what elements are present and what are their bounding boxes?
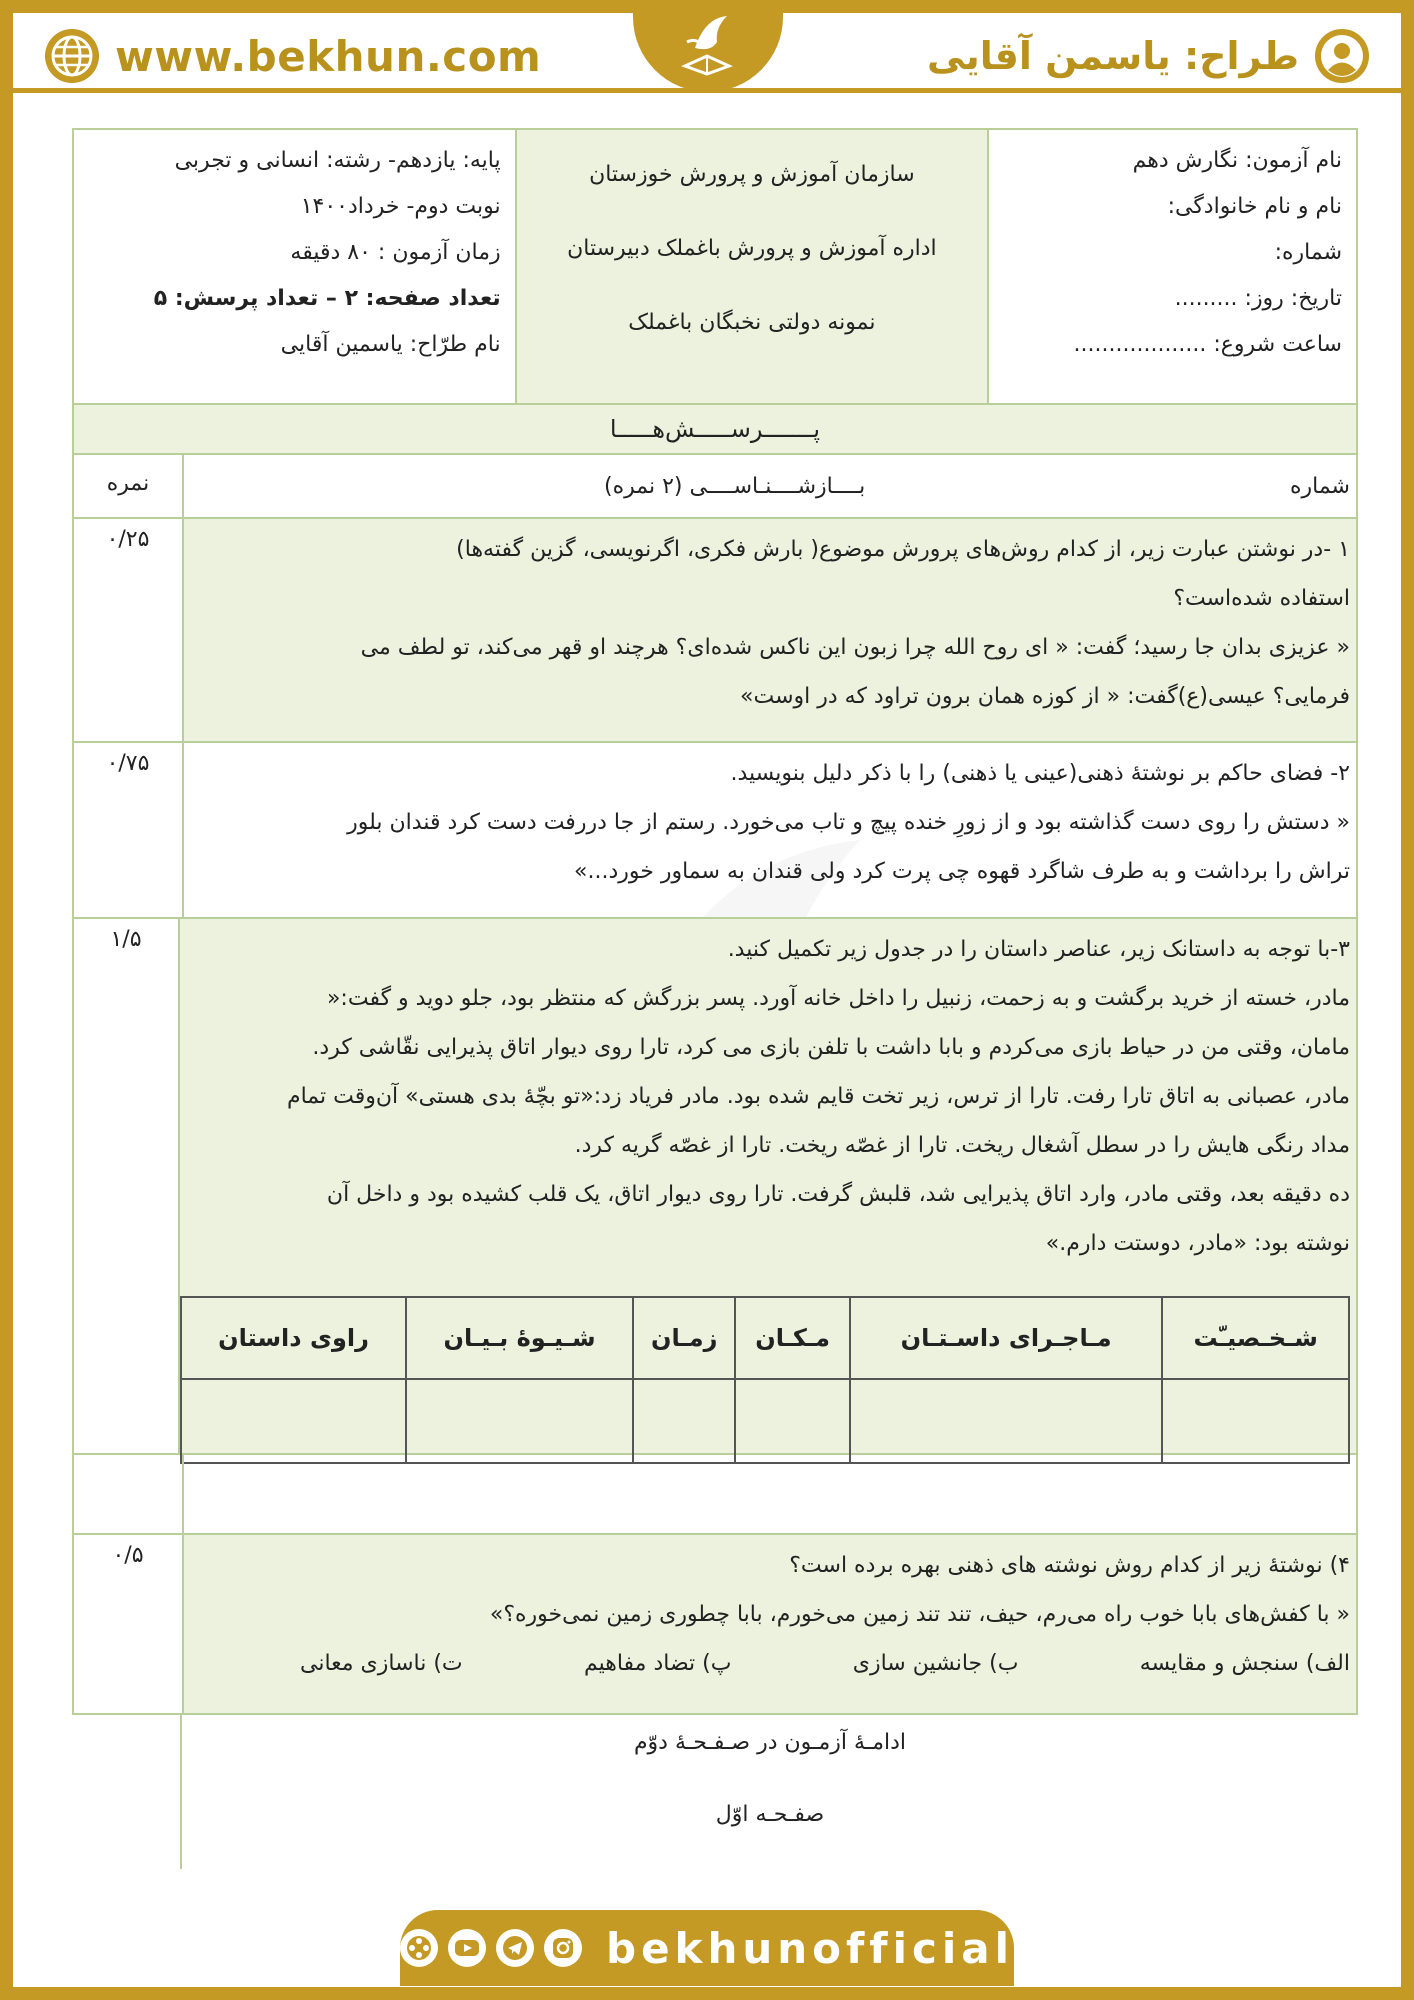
q3-line: نوشته بود: «مادر، دوستت دارم.» bbox=[1045, 1231, 1350, 1256]
q1-line: « عزیزی بدان جا رسید؛ گفت: « ای روح الله چرا زبون این ناکس شده‌ای؟ هرچند او قهر می‌کند، تو لطف می bbox=[360, 635, 1350, 660]
q4-option-a[interactable]: الف) سنجش و مقایسه bbox=[1139, 1651, 1350, 1676]
plot-answer-cell[interactable] bbox=[850, 1379, 1163, 1463]
q4-option-c[interactable]: پ) تضاد مفاهیم bbox=[583, 1651, 732, 1676]
q2-line: ۲- فضای حاکم بر نوشتۀ ذهنی(عینی یا ذهنی) را با ذکر دلیل بنویسید. bbox=[730, 761, 1350, 786]
continue-note: ادامـۀ آزمـون در صـفـحـۀ دوّم bbox=[633, 1730, 907, 1755]
instagram-icon[interactable] bbox=[544, 1929, 582, 1967]
story-elements-table bbox=[180, 1296, 1350, 1464]
plot-header: مـاجـرای داسـتـان bbox=[850, 1297, 1163, 1379]
blank-row bbox=[72, 1455, 1358, 1535]
score-column-header: نمره bbox=[74, 455, 184, 517]
time-header: زمـان bbox=[633, 1297, 735, 1379]
q3-line: مامان، وقتی من در حیاط بازی می‌کردم و بابا داشت با تلفن بازی می کرد، تارا روی دیوار اتاق پذیرایی نقّاشی کرد. bbox=[312, 1035, 1350, 1060]
time-answer-cell[interactable] bbox=[633, 1379, 735, 1463]
exam-info bbox=[72, 128, 1358, 405]
student-name-field: نام و نام خانوادگی: bbox=[1167, 194, 1342, 219]
youtube-icon[interactable] bbox=[448, 1929, 486, 1967]
bekhun-logo-icon bbox=[665, 8, 751, 84]
q1-line: فرمایی؟ عیسی(ع)گفت: « از کوزه همان برون تراود که در اوست» bbox=[740, 684, 1350, 709]
number-column-header: شماره bbox=[1289, 473, 1350, 499]
question-3 bbox=[72, 919, 1358, 1455]
column-header-row bbox=[72, 455, 1358, 519]
exam-name: نام آزمون: نگارش دهم bbox=[1132, 148, 1342, 173]
narrator-answer-cell[interactable] bbox=[181, 1379, 406, 1463]
exam-sheet bbox=[72, 128, 1358, 1869]
story-answer-row bbox=[181, 1379, 1349, 1463]
student-info bbox=[987, 130, 1356, 403]
q4-score: ۰/۵ bbox=[74, 1535, 184, 1713]
start-time-field: ساعت شروع: ................... bbox=[1073, 332, 1342, 357]
turn-field: نوبت دوم- خرداد۱۴۰۰ bbox=[300, 194, 501, 219]
place-answer-cell[interactable] bbox=[735, 1379, 849, 1463]
q3-line: مادر، خسته از خرید برگشت و به زحمت، زنبیل را داخل خانه آورد. پسر بزرگش که منتظر بود، جلو دوید و گفت:« bbox=[326, 986, 1350, 1011]
q3-line: مادر، عصبانی به اتاق تارا رفت. تارا از ترس، زیر تخت قایم شده بود. مادر فریاد زد:«تو بچّۀ بدی هستی» آن‌وقت تمام bbox=[286, 1084, 1350, 1109]
q4-option-d[interactable]: ت) ناسازی معانی bbox=[300, 1651, 463, 1676]
page-count-field: تعداد صفحه: ۲ – تعداد پرسش: ۵ bbox=[153, 286, 501, 311]
q3-score: ۱/۵ bbox=[74, 919, 180, 1453]
q3-line: ۳-با توجه به داستانک زیر، عناصر داستان را در جدول زیر تکمیل کنید. bbox=[727, 937, 1350, 962]
teacher-name-field: نام طرّاح: یاسمین آقایی bbox=[280, 332, 501, 357]
q4-line: ۴) نوشتۀ زیر از کدام روش نوشته های ذهنی بهره برده است؟ bbox=[789, 1553, 1350, 1578]
department-name: اداره آموزش و پرورش باغملک دبیرستان bbox=[567, 236, 937, 261]
q4-line: « با کفش‌های بابا خوب راه می‌رم، حیف، تند تند زمین می‌خورم، بابا چطوری زمین نمی‌خوره؟» bbox=[489, 1602, 1350, 1627]
website-link[interactable] bbox=[43, 27, 541, 85]
question-2 bbox=[72, 743, 1358, 919]
social-bar bbox=[400, 1910, 1014, 1986]
q1-score: ۰/۲۵ bbox=[74, 519, 184, 741]
user-icon bbox=[1313, 27, 1371, 85]
q2-line: تراش را برداشت و به طرف شاگرد قهوه چی پرت کرد ولی قندان به سماور خورد...» bbox=[574, 859, 1350, 884]
grade-field: پایه: یازدهم- رشته: انسانی و تجربی bbox=[174, 148, 501, 173]
designer-credit bbox=[927, 27, 1371, 85]
school-info bbox=[515, 130, 988, 403]
social-handle[interactable]: bekhunofficial bbox=[606, 1923, 1015, 1973]
character-answer-cell[interactable] bbox=[1162, 1379, 1349, 1463]
questions-title: پـــــــرســـــش‌هـــــا bbox=[72, 405, 1358, 455]
question-1 bbox=[72, 519, 1358, 743]
telegram-icon[interactable] bbox=[496, 1929, 534, 1967]
footer-row bbox=[72, 1715, 1358, 1869]
story-table-header bbox=[181, 1297, 1349, 1379]
q2-line: « دستش را روی دست گذاشته بود و از زورِ خنده پیچ و تاب می‌خورد. رستم از جا دررفت دست کرد قندان بلور bbox=[347, 810, 1350, 835]
style-header: شـیـوۀ بـیـان bbox=[406, 1297, 633, 1379]
designer-name: طراح: یاسمن آقایی bbox=[927, 34, 1299, 78]
duration-field: زمان آزمون : ۸۰ دقیقه bbox=[290, 240, 501, 265]
q4-options bbox=[190, 1639, 1350, 1688]
q2-score: ۰/۷۵ bbox=[74, 743, 184, 917]
place-header: مـکـان bbox=[735, 1297, 849, 1379]
q4-option-b[interactable]: ب) جانشین سازی bbox=[852, 1651, 1019, 1676]
section-title: بــــازشــــنـاســــی (۲ نمره) bbox=[604, 473, 866, 499]
website-url[interactable]: www.bekhun.com bbox=[115, 31, 542, 81]
q3-line: ده دقیقه بعد، وقتی مادر، وارد اتاق پذیرایی شد، قلبش گرفت. تارا روی دیوار اتاق، یک قلب کشیده بود و داخل آن bbox=[326, 1182, 1350, 1207]
organization-name: سازمان آموزش و پرورش خوزستان bbox=[589, 162, 915, 187]
exam-date-field: تاریخ: روز: ......... bbox=[1174, 286, 1342, 311]
aparat-icon[interactable] bbox=[400, 1929, 438, 1967]
narrator-header: راوی داستان bbox=[181, 1297, 406, 1379]
q3-line: مداد رنگی هایش را در سطل آشغال ریخت. تارا از غصّه ریخت. تارا از غصّه گریه کرد. bbox=[574, 1133, 1350, 1158]
q1-line: استفاده شده‌است؟ bbox=[1173, 586, 1350, 611]
page-label: صفـحـه اوّل bbox=[715, 1802, 825, 1827]
exam-details bbox=[74, 130, 515, 403]
header-divider bbox=[13, 88, 1401, 93]
school-name: نمونه دولتی نخبگان باغملک bbox=[628, 310, 876, 335]
globe-icon bbox=[43, 27, 101, 85]
character-header: شـخـصیـّت bbox=[1162, 1297, 1349, 1379]
q1-line: ۱ -در نوشتن عبارت زیر، از کدام روش‌های پرورش موضوع( بارش فکری، اگرنویسی، گزین گفته‌ها) bbox=[456, 537, 1350, 562]
style-answer-cell[interactable] bbox=[406, 1379, 633, 1463]
question-4 bbox=[72, 1535, 1358, 1715]
student-number-field: شماره: bbox=[1274, 240, 1342, 265]
